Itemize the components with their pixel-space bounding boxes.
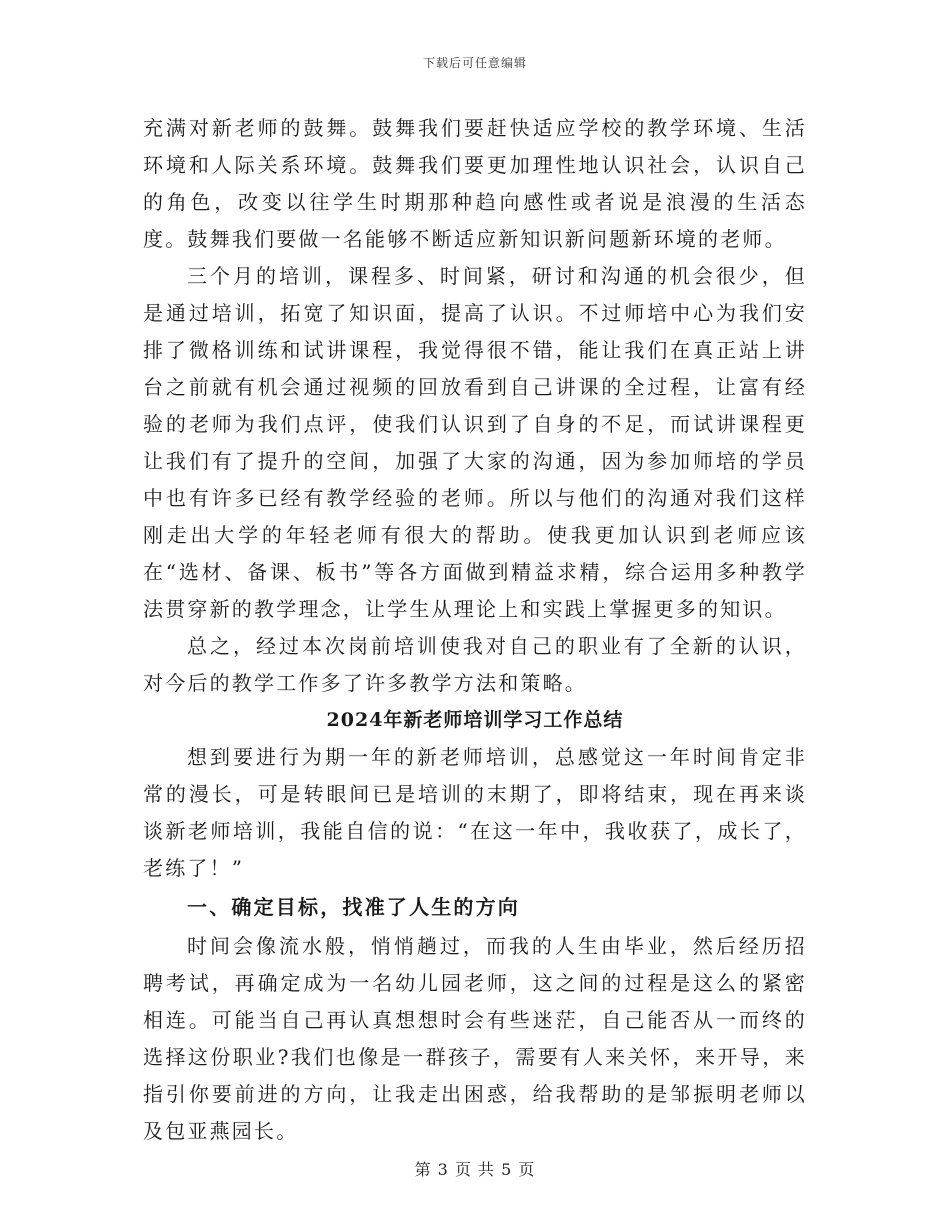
page-header: 下载后可任意编辑 — [422, 56, 527, 70]
paragraph: 三个月的培训，课程多、时间紧，研讨和沟通的机会很少，但是通过培训，拓宽了知识面，提高了认识。不过师培中心为我们安排了微格训练和试讲课程，我觉得很不错，能让我们在真正站上讲台之前就有机会通过视频的回放看到自己讲课的全过程，让富有经验的老师为我们点评，使我们认识到了自身的不足，而试讲课程更让我们有了提升的空间，加强了大家的沟通，因为参加师培的学员中也有许多已经有教学经验的老师。所以与他们的沟通对我们这样刚走出大学的年轻老师有很大的帮助。使我更加认识到老师应该在“选材、备课、板书”等各方面做到精益求精，综合运用多种教学法贯穿新的教学理念，让学生从理论上和实践上掌握更多的知识。 — [143, 264, 807, 621]
paragraph: 时间会像流水般，悄悄趟过，而我的人生由毕业，然后经历招聘考试，再确定成为一名幼儿园老师，这之间的过程是这么的紧密相连。可能当自己再认真想想时会有些迷茫，自己能否从一而终的选择这份职业?我们也像是一群孩子，需要有人来关怀，来开导，来指引你要前进的方向，让我走出困惑，给我帮助的是邹振明老师以及包亚燕园长。 — [143, 934, 807, 1143]
section-heading: 一、确定目标，找准了人生的方向 — [187, 895, 520, 919]
paragraph: 想到要进行为期一年的新老师培训，总感觉这一年时间肯定非常的漫长，可是转眼间已是培训的末期了，即将结束，现在再来谈谈新老师培训，我能自信的说：“在这一年中，我收获了，成长了，老练了！” — [143, 745, 807, 880]
document-body — [143, 110, 807, 1150]
section-title: 2024年新老师培训学习工作总结 — [326, 709, 624, 731]
page-footer: 第 3 页 共 5 页 — [414, 1160, 536, 1179]
paragraph: 充满对新老师的鼓舞。鼓舞我们要赶快适应学校的教学环境、生活环境和人际关系环境。鼓舞我们要更加理性地认识社会，认识自己的角色，改变以往学生时期那种趋向感性或者说是浪漫的生活态度。鼓舞我们要做一名能够不断适应新知识新问题新环境的老师。 — [143, 116, 807, 251]
paragraph: 总之，经过本次岗前培训使我对自己的职业有了全新的认识，对今后的教学工作多了许多教学方法和策略。 — [143, 634, 807, 695]
